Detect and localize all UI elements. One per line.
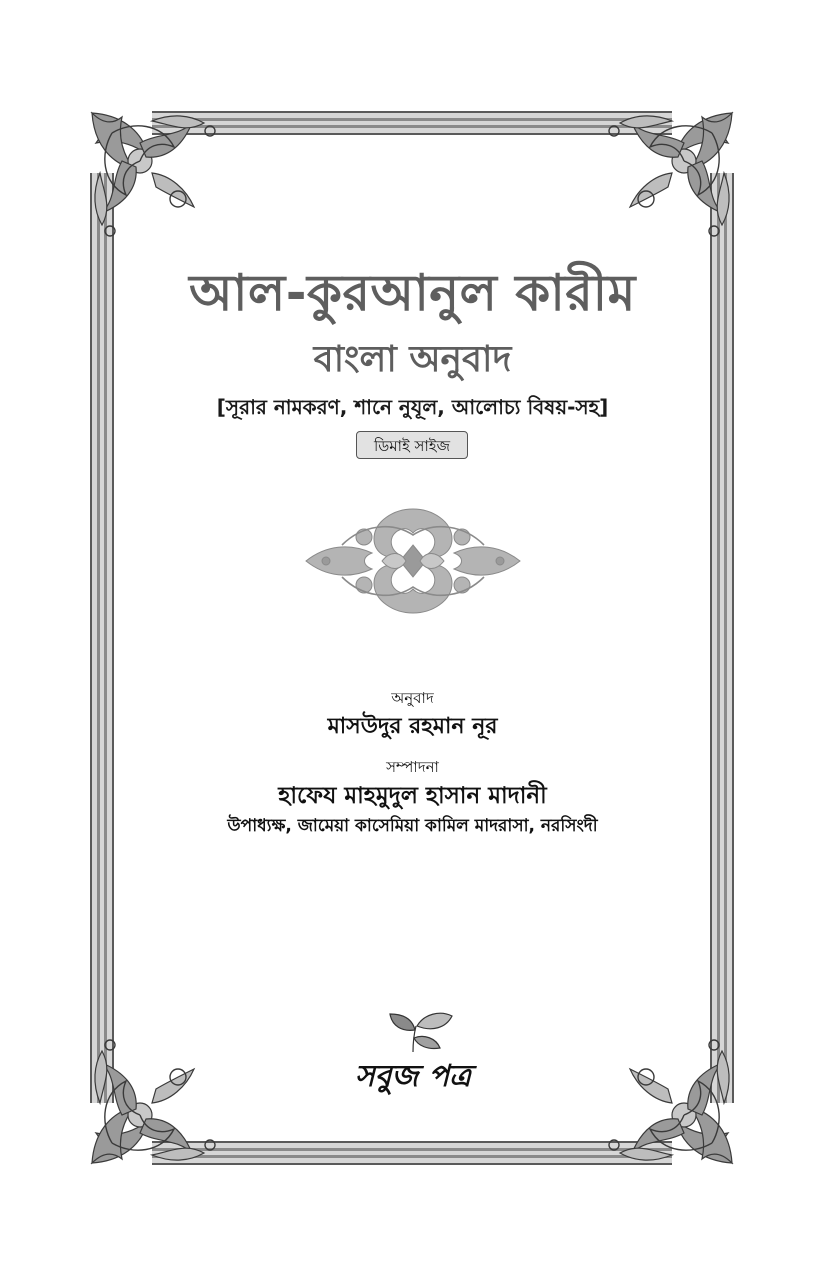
book-note: [সূরার নামকরণ, শানে নুযূল, আলোচ্য বিষয়-সহ] xyxy=(216,395,609,419)
translator-label: অনুবাদ xyxy=(391,689,434,707)
editor-title: উপাধ্যক্ষ, জামেয়া কাসেমিয়া কামিল মাদরাসা, নরসিংদী xyxy=(227,816,598,836)
center-ornament-icon xyxy=(302,505,524,617)
publisher-logo xyxy=(352,1008,474,1100)
publisher-name: সবুজ পত্র xyxy=(354,1059,472,1094)
translator-name: মাসউদুর রহমান নূর xyxy=(327,714,498,739)
frame-bar-top xyxy=(152,111,672,135)
corner-ornament-bottom-right xyxy=(602,1033,742,1173)
corner-ornament-top-left xyxy=(82,103,222,243)
corner-ornament-top-right xyxy=(602,103,742,243)
editor-name: হাফেয মাহমুদুল হাসান মাদানী xyxy=(278,783,547,809)
editor-label: সম্পাদনা xyxy=(386,758,439,776)
size-badge: ডিমাই সাইজ xyxy=(356,431,468,459)
book-subtitle: বাংলা অনুবাদ xyxy=(313,339,512,380)
corner-ornament-bottom-left xyxy=(82,1033,222,1173)
book-title: আল-কুরআনুল কারীম xyxy=(189,264,636,322)
frame-bar-bottom xyxy=(152,1141,672,1165)
